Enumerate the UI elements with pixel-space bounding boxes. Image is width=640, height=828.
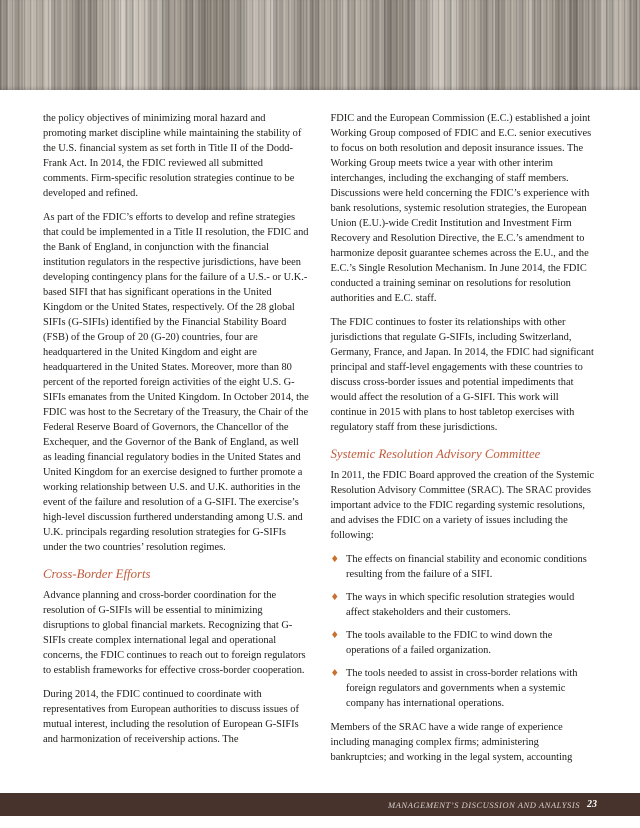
- bullet-list: [331, 552, 598, 711]
- body-paragraph: The FDIC continues to foster its relationships with other jurisdictions that regulate G-SIFIs, including Switzerland, Germany, France, and Japan. In 2014, the FDIC had significant principal and staff-level engagements with these countries to discuss cross-border issues and potential impediments that would affect the resolution of a G-SIFI. This work will continue in 2015 with plans to host tabletop exercises with regulatory staff from these jurisdictions.: [330, 317, 594, 433]
- left-column: [43, 111, 310, 774]
- body-paragraph: FDIC and the European Commission (E.C.) established a joint Working Group composed of FDIC and E.C. senior executives to focus on both resolution and deposit insurance issues. The Working Group meets twice a year with other interim interchanges, including the exchanging of staff members. Discussions were held concerning the FDIC’s experience with bank resolutions, systemic resolution strategies, the European Union (E.U.)-wide Credit Institution and Investment Firm Recovery and Resolution Directive, the E.C.’s amendment to harmonize deposit guarantee schemes across the E.U., and the E.C.’s Single Resolution Mechanism. In June 2014, the FDIC conducted a training seminar on resolutions for resolution authorities and E.C. staff.: [330, 113, 592, 304]
- body-paragraph: Advance planning and cross-border coordination for the resolution of G-SIFIs will be essential to minimizing disruptions to global financial markets. Recognizing that G-SIFIs create complex international legal and operational concerns, the FDIC continues to reach out to foreign regulators to establish frameworks for effective cross-border cooperation.: [43, 590, 306, 676]
- bullet-item: [331, 628, 598, 658]
- bullet-text: The tools needed to assist in cross-border relations with foreign regulators and governments when a systemic company has international operations.: [346, 668, 578, 709]
- diamond-bullet-icon: ♦: [330, 592, 340, 603]
- body-paragraph: During 2014, the FDIC continued to coordinate with representatives from European authorities to discuss issues of mutual interest, including the resolution of European G-SIFIs and harmonization of receivership actions. The: [43, 689, 299, 745]
- header-wood-texture: [0, 0, 640, 90]
- bullet-text: The effects on financial stability and economic conditions resulting from the failure of a SIFI.: [346, 554, 587, 580]
- body-paragraph: the policy objectives of minimizing moral hazard and promoting market discipline while maintaining the stability of the U.S. financial system as set forth in Title II of the Dodd-Frank Act. In 2014, the FDIC reviewed all submitted comments. Firm-specific resolution strategies continue to be developed and refined.: [43, 113, 302, 199]
- body-paragraph: As part of the FDIC’s efforts to develop and refine strategies that could be implemented in a Title II resolution, the FDIC and the Bank of England, in conjunction with the financial institution regulators in the respective jurisdictions, have been developing contingency plans for the failure of a U.S.- or U.K.-based SIFI that has significant operations in the United Kingdom or the United States, respectively. Of the 28 global SIFIs (G-SIFIs) identified by the Financial Stability Board (FSB) of the Group of 20 (G-20) countries, four are headquartered in the United Kingdom and eight are headquartered in the United States. Moreover, more than 80 percent of the reported foreign activities of the eight U.S. G-SIFIs emanates from the United Kingdom. In October 2014, the FDIC was host to the Secretary of the Treasury, the Chair of the Federal Reserve Board of Governors, the Chancellor of the Exchequer, and the Governor of the Bank of England, as well as leading financial regulatory bodies in the United States and United Kingdom for an exercise designed to further promote a working relationship between U.S. and U.K. authorities in the event of the failure and resolution of a G-SIFI. The exercise’s high-level discussion furthered understanding among U.S. and U.K. principals regarding resolution strategies for G-SIFIs under the two countries’ resolution regimes.: [43, 212, 309, 553]
- bullet-text: The tools available to the FDIC to wind down the operations of a failed organization.: [346, 630, 553, 656]
- section-heading-cross-border-efforts: Cross-Border Efforts: [43, 567, 151, 581]
- body-paragraph: In 2011, the FDIC Board approved the creation of the Systemic Resolution Advisory Committee (SRAC). The SRAC provides important advice to the FDIC regarding systemic resolutions, and advises the FDIC on a variety of issues including the following:: [330, 470, 595, 541]
- right-column: [331, 111, 598, 774]
- section-heading-systemic-resolution-advisory-committee: Systemic Resolution Advisory Committee: [330, 447, 541, 461]
- footer-bar: [0, 793, 640, 816]
- diamond-bullet-icon: ♦: [330, 668, 340, 679]
- bullet-item: [331, 590, 598, 620]
- bullet-item: [331, 666, 598, 711]
- body-paragraph: Members of the SRAC have a wide range of experience including managing complex firms; administering bankruptcies; and working in the legal system, accounting: [330, 722, 573, 763]
- page-number: 23: [587, 799, 597, 810]
- diamond-bullet-icon: ♦: [330, 630, 340, 641]
- footer-section-label: MANAGEMENT’S DISCUSSION AND ANALYSIS: [387, 799, 580, 810]
- bullet-text: The ways in which specific resolution strategies would affect stakeholders and their customers.: [346, 592, 575, 618]
- diamond-bullet-icon: ♦: [330, 554, 340, 565]
- page-content: [0, 90, 640, 774]
- bullet-item: [331, 552, 598, 582]
